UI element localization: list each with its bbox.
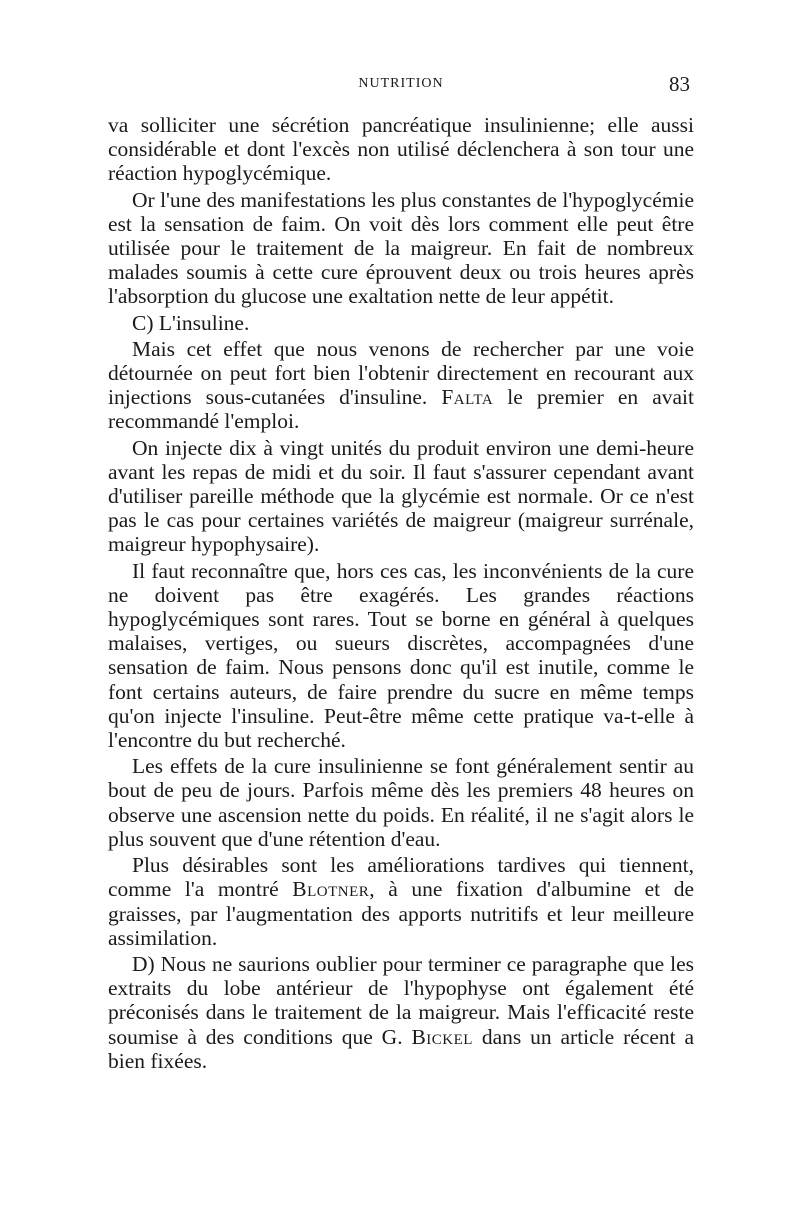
paragraph-text: Plus désirables sont les améliorations tardives qui tiennent, comme l'a montré: [108, 853, 694, 902]
author-name: Falta: [441, 385, 494, 410]
paragraph-text: D) Nous ne saurions oublier pour terminer ce paragraphe que les extraits du lobe antérieur de l'hypophyse ont également été préconisés dans le traitement de la maigreur. Mais l'efficacité reste soumise à des conditions que G.: [108, 951, 694, 1049]
paragraph: Les effets de la cure insulinienne se font généralement sentir au bout de peu de jours. Parfois même dès les premiers 48 heures on observe une ascension nette du poids. En réalité, il ne s'agit alors le plus souvent que d'une rétention d'eau.: [108, 754, 694, 851]
author-name: Blotner: [292, 877, 370, 902]
paragraph-text: le premier en avait recommandé l'emploi.: [108, 385, 694, 434]
paragraph: Or l'une des manifestations les plus constantes de l'hypoglycémie est la sensation de faim. On voit dès lors comment elle peut être utilisée pour le traitement de la maigreur. En fait de nombreux malades soumis à cette cure éprouvent deux ou trois heures après l'absorption du glucose une exaltation nette de leur appétit.: [108, 187, 694, 309]
author-name: Bickel: [411, 1024, 473, 1049]
running-title: NUTRITION: [358, 76, 444, 91]
page-number: 83: [669, 72, 690, 96]
section-heading: C) L'insuline.: [132, 310, 250, 335]
running-header: [108, 72, 694, 100]
paragraph-text: , à une fixation d'albumine et de graisses, par l'augmentation des apports nutritifs et leur meilleure assimilation.: [108, 877, 694, 950]
paragraph-text: dans un article récent a bien fixées.: [108, 1024, 694, 1073]
paragraph: [108, 853, 694, 950]
paragraph: va solliciter une sécrétion pancréatique insulinienne; elle aussi considérable et dont l'excès non utilisé déclenchera à son tour une réaction hypoglycémique.: [108, 113, 694, 186]
paragraph: On injecte dix à vingt unités du produit environ une demi-heure avant les repas de midi et du soir. Il faut s'assurer cependant avant d'utiliser pareille méthode que la glycémie est normale. Or ce n'est pas le cas pour certaines variétés de maigreur (maigreur surrénale, maigreur hypophysaire).: [108, 435, 694, 557]
paragraph: [108, 952, 694, 1073]
paragraph-text: Mais cet effet que nous venons de rechercher par une voie détournée on peut fort bien l'obtenir directement en recourant aux injections sous-cutanées d'insuline.: [108, 336, 694, 410]
paragraph: Il faut reconnaître que, hors ces cas, les inconvénients de la cure ne doivent pas être exagérés. Les grandes réactions hypoglycémiques sont rares. Tout se borne en général à quelques malaises, vertiges, ou sueurs discrètes, accompagnées d'une sensation de faim. Nous pensons donc qu'il est inutile, comme le font certains auteurs, de faire prendre du sucre en même temps qu'on injecte l'insuline. Peut-être même cette pratique va-t-elle à l'encontre du but recherché.: [108, 558, 694, 753]
paragraph: [108, 337, 694, 434]
body-text: [108, 113, 694, 1075]
